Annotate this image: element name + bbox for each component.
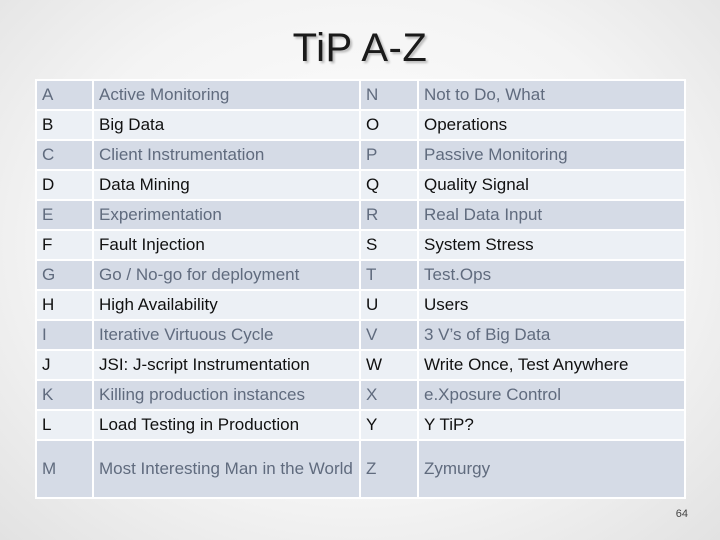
letter-cell: L	[36, 410, 93, 440]
term-cell: Quality Signal	[418, 170, 685, 200]
term-cell: Fault Injection	[93, 230, 360, 260]
term-cell: Load Testing in Production	[93, 410, 360, 440]
table-row	[36, 170, 685, 200]
letter-cell: A	[36, 80, 93, 110]
table-row	[36, 380, 685, 410]
letter-cell: U	[360, 290, 418, 320]
term-cell: Killing production instances	[93, 380, 360, 410]
letter-cell: N	[360, 80, 418, 110]
letter-cell: J	[36, 350, 93, 380]
term-cell: Real Data Input	[418, 200, 685, 230]
letter-cell: Q	[360, 170, 418, 200]
term-cell: System Stress	[418, 230, 685, 260]
table-row	[36, 110, 685, 140]
letter-cell: E	[36, 200, 93, 230]
term-cell: Zymurgy	[418, 440, 685, 498]
term-cell: JSI: J-script Instrumentation	[93, 350, 360, 380]
table-row	[36, 260, 685, 290]
table-row	[36, 350, 685, 380]
term-cell: Write Once, Test Anywhere	[418, 350, 685, 380]
letter-cell: B	[36, 110, 93, 140]
term-cell: High Availability	[93, 290, 360, 320]
az-table-body	[36, 80, 685, 498]
term-cell: 3 V’s of Big Data	[418, 320, 685, 350]
table-row	[36, 80, 685, 110]
term-cell: Client Instrumentation	[93, 140, 360, 170]
letter-cell: G	[36, 260, 93, 290]
letter-cell: H	[36, 290, 93, 320]
term-cell: Test.Ops	[418, 260, 685, 290]
term-cell: Not to Do, What	[418, 80, 685, 110]
letter-cell: P	[360, 140, 418, 170]
letter-cell: Y	[360, 410, 418, 440]
letter-cell: C	[36, 140, 93, 170]
term-cell: Experimentation	[93, 200, 360, 230]
table-row	[36, 200, 685, 230]
term-cell: Go / No-go for deployment	[93, 260, 360, 290]
term-cell: Big Data	[93, 110, 360, 140]
letter-cell: F	[36, 230, 93, 260]
letter-cell: V	[360, 320, 418, 350]
letter-cell: D	[36, 170, 93, 200]
term-cell: Data Mining	[93, 170, 360, 200]
page-number: 64	[675, 508, 688, 520]
slide-title: TiP A-Z	[292, 26, 428, 70]
term-cell: Operations	[418, 110, 685, 140]
table-row	[36, 320, 685, 350]
table-row	[36, 230, 685, 260]
term-cell: Users	[418, 290, 685, 320]
term-cell: Most Interesting Man in the World	[93, 440, 360, 498]
letter-cell: W	[360, 350, 418, 380]
table-row	[36, 440, 685, 498]
term-cell: Iterative Virtuous Cycle	[93, 320, 360, 350]
table-row	[36, 140, 685, 170]
letter-cell: I	[36, 320, 93, 350]
letter-cell: K	[36, 380, 93, 410]
letter-cell: Z	[360, 440, 418, 498]
term-cell: Passive Monitoring	[418, 140, 685, 170]
letter-cell: O	[360, 110, 418, 140]
term-cell: Active Monitoring	[93, 80, 360, 110]
term-cell: e.Xposure Control	[418, 380, 685, 410]
letter-cell: T	[360, 260, 418, 290]
letter-cell: R	[360, 200, 418, 230]
table-row	[36, 290, 685, 320]
letter-cell: X	[360, 380, 418, 410]
term-cell: Y TiP?	[418, 410, 685, 440]
letter-cell: S	[360, 230, 418, 260]
letter-cell: M	[36, 440, 93, 498]
table-row	[36, 410, 685, 440]
az-table	[35, 79, 686, 499]
